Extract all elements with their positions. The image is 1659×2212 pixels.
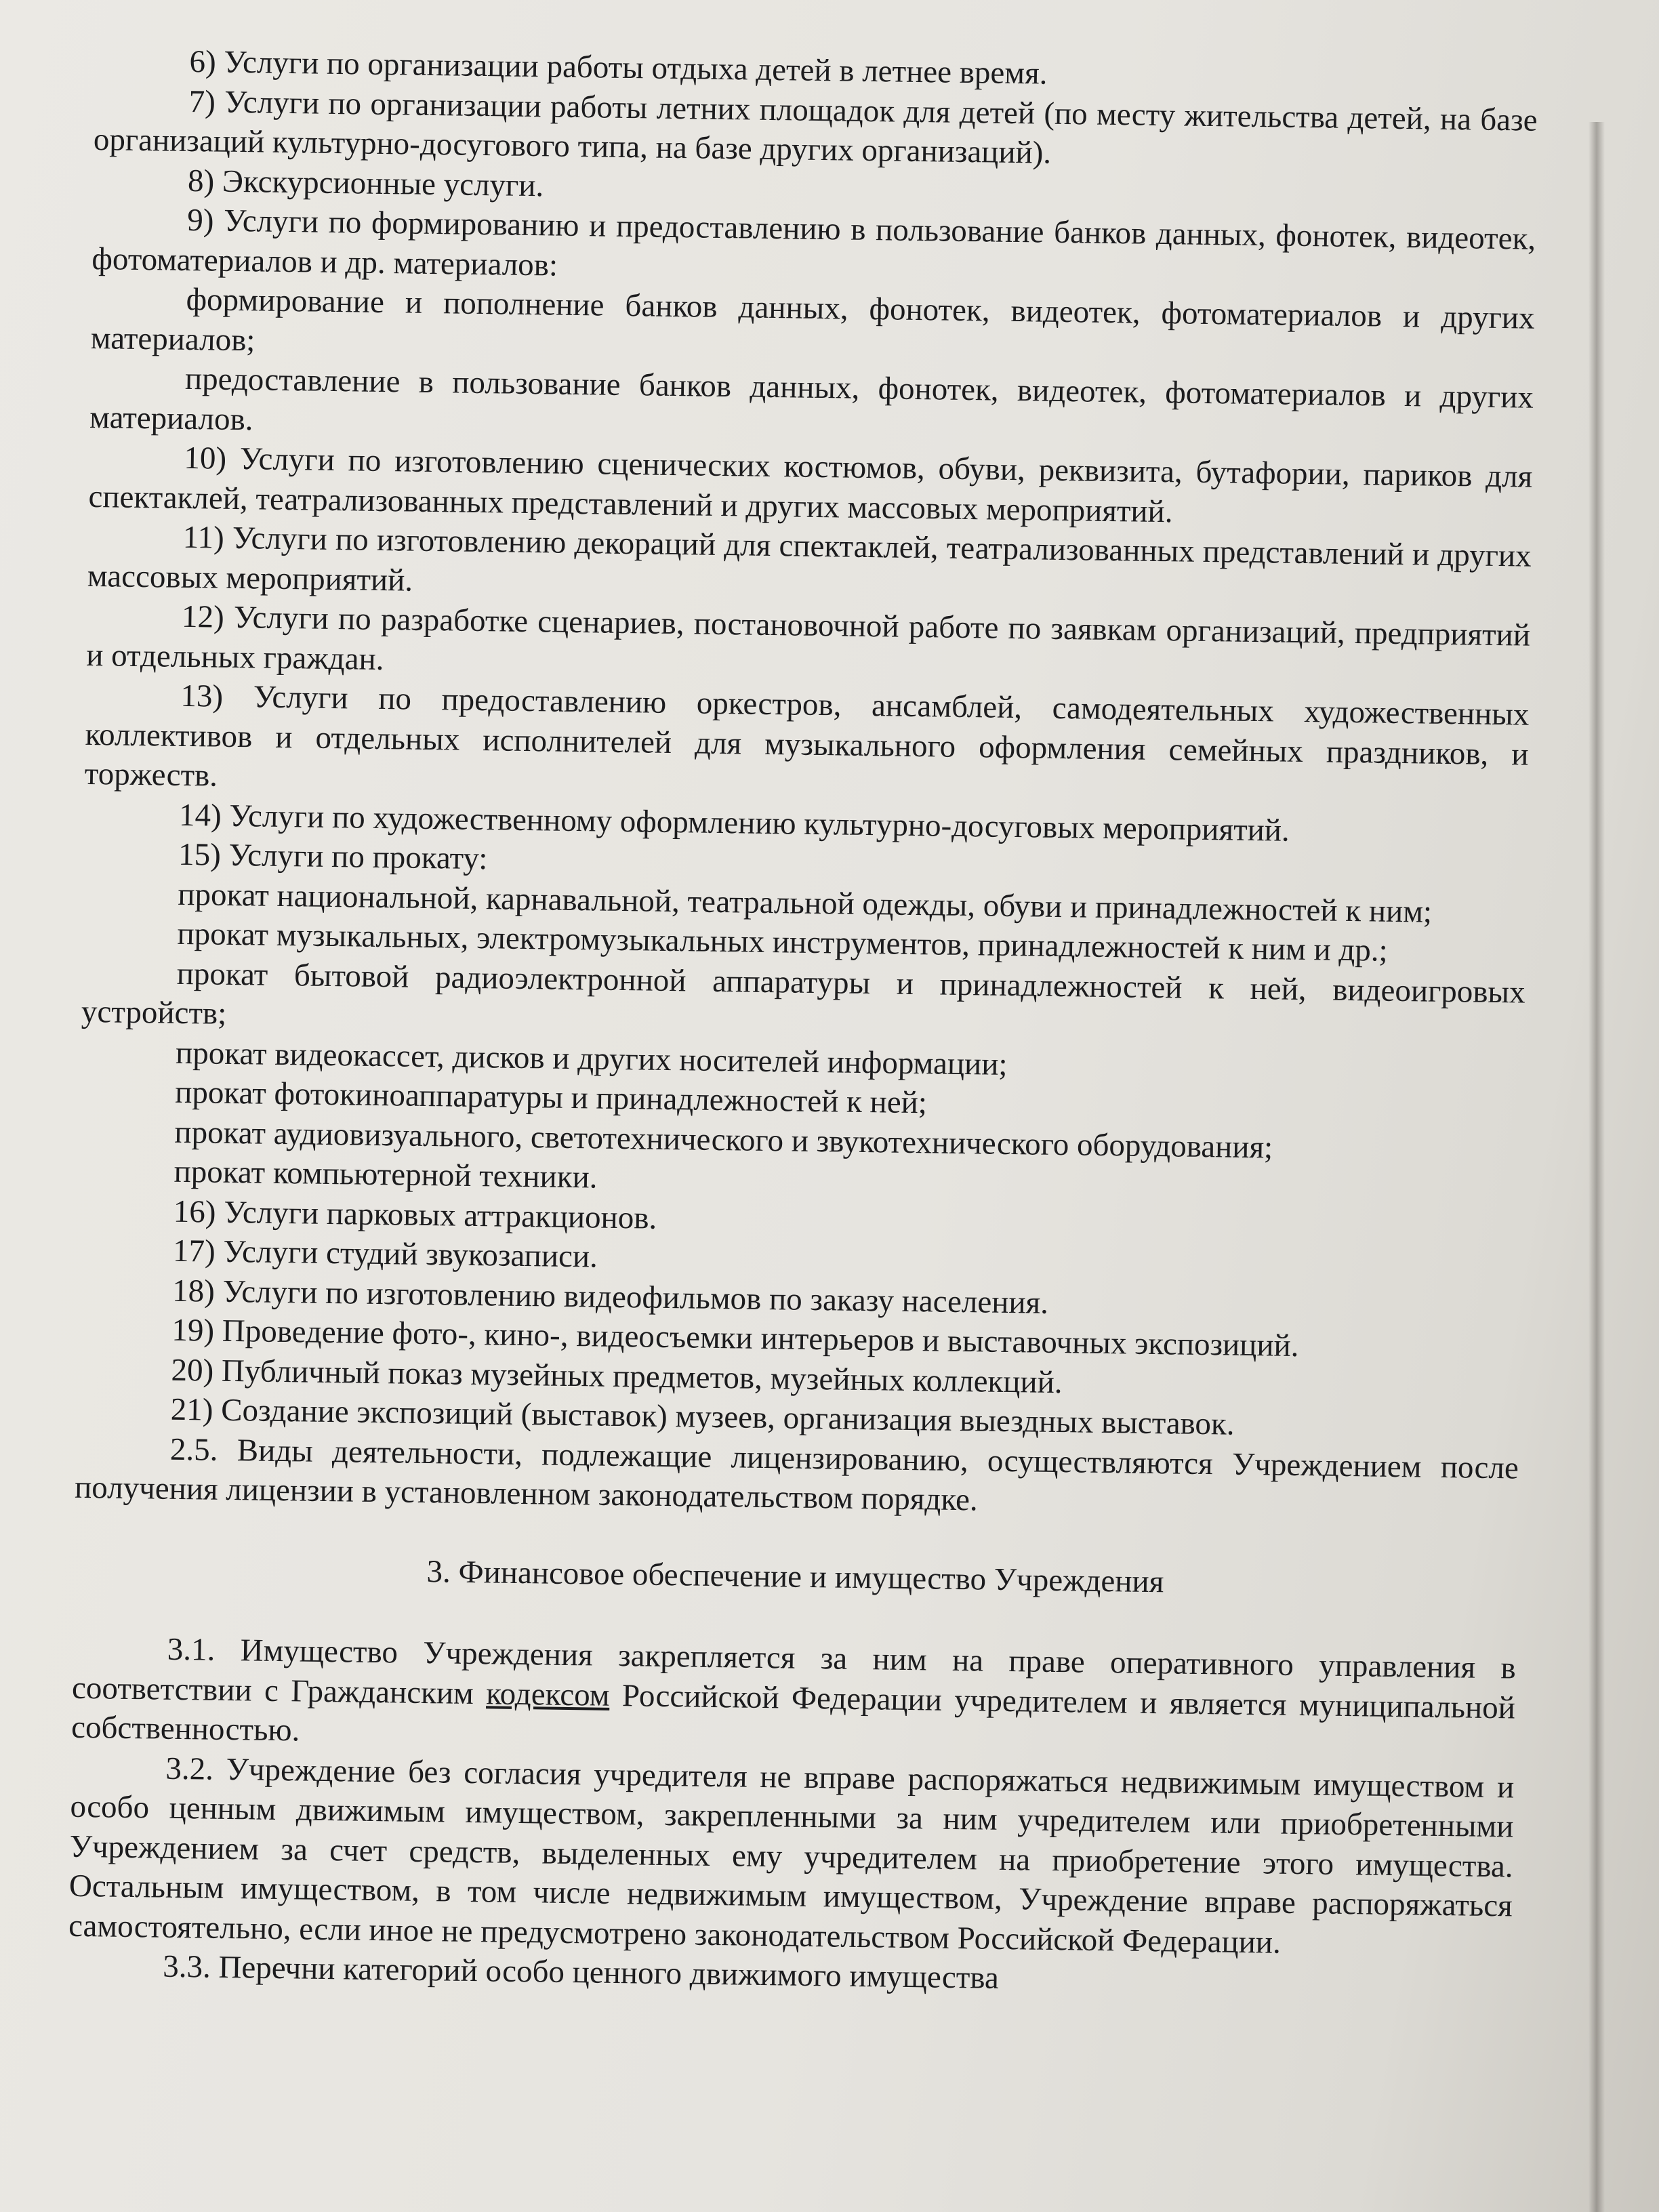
- codex-link[interactable]: кодексом: [485, 1675, 610, 1713]
- paragraph: прокат видеокассет, дисков и других носителей информации;: [175, 1035, 1008, 1082]
- service-list: [75, 41, 1538, 1528]
- paragraph: прокат фотокиноаппаратуры и принадлежностей к ней;: [174, 1074, 928, 1121]
- paragraph: прокат национальной, карнавальной, театральной одежды, обуви и принадлежностей к ним;: [178, 876, 1433, 930]
- paragraph: прокат музыкальных, электромузыкальных инструментов, принадлежностей к ним и др.;: [177, 916, 1389, 968]
- paragraph: 16) Услуги парковых аттракционов.: [173, 1193, 657, 1236]
- paragraph: 10) Услуги по изготовлению сценических костюмов, обуви, реквизита, бутафории, париков для спектаклей, театрализованных представлений и других массовых мероприятий.: [88, 440, 1533, 529]
- paragraph: прокат бытовой радиоэлектронной аппаратуры и принадлежностей к ней, видеоигровых устройств;: [81, 956, 1525, 1031]
- section-heading: 3. Финансовое обеспечение и имущество Учреждения: [426, 1553, 1164, 1599]
- paragraph: 6) Услуги по организации работы отдыха детей в летнее время.: [189, 43, 1048, 91]
- paragraph: 13) Услуги по предоставлению оркестров, ансамблей, самодеятельных художественных коллективов и отдельных исполнителей для музыкального оформления семейных праздников, и торжеств.: [84, 678, 1530, 794]
- paragraph-3-1: [71, 1629, 1516, 1767]
- paragraph: формирование и пополнение банков данных, фонотек, видеотек, фотоматериалов и других материалов;: [90, 281, 1535, 358]
- paragraph: 15) Услуги по прокату:: [178, 836, 488, 877]
- page-fold-shadow: [1589, 122, 1605, 2212]
- paragraph: 9) Услуги по формированию и предоставлению в пользование банков данных, фонотек, видеотек, фотоматериалов и др. материалов:: [91, 202, 1536, 283]
- paragraph: 11) Услуги по изготовлению декораций для спектаклей, театрализованных представлений и других массовых мероприятий.: [87, 519, 1532, 598]
- paragraph: 2.5. Виды деятельности, подлежащие лицензированию, осуществляются Учреждением после получения лицензии в установленном законодательством порядке.: [74, 1431, 1519, 1518]
- paragraph: 21) Создание экспозиций (выставок) музеев, организация выездных выставок.: [170, 1391, 1235, 1442]
- paragraph: 14) Услуги по художественному оформлению культурно-досуговых мероприятий.: [178, 797, 1290, 848]
- paragraph-3-1-text: 3.1. Имущество Учреждения закрепляется за ним на праве оперативного управления в соответствии с Гражданским: [71, 1631, 1517, 1711]
- paragraph: 19) Проведение фото-, кино-, видеосъемки интерьеров и выставочных экспозиций.: [171, 1312, 1299, 1364]
- paragraph: прокат компьютерной техники.: [173, 1153, 598, 1195]
- paragraph: 20) Публичный показ музейных предметов, музейных коллекций.: [171, 1352, 1063, 1400]
- document-body: [68, 41, 1538, 2005]
- paragraph: 12) Услуги по разработке сценариев, постановочной работе по заявкам организаций, предприятий и отдельных граждан.: [85, 598, 1531, 677]
- paragraph: 8) Экскурсионные услуги.: [187, 163, 544, 203]
- paragraph-3-3-partial: 3.3. Перечни категорий особо ценного движимого имущества: [162, 1948, 1000, 1996]
- paragraph: предоставление в пользование банков данных, фонотек, видеотек, фотоматериалов и других материалов.: [89, 361, 1534, 437]
- paragraph: прокат аудиовизуального, светотехнического и звукотехнического оборудования;: [174, 1114, 1273, 1165]
- paragraph: 7) Услуги по организации работы летних площадок для детей (по месту жительства детей, на базе организаций культурно-досугового типа, на базе других организаций).: [93, 83, 1538, 171]
- paragraph-3-2: 3.2. Учреждение без согласия учредителя не вправе распоряжаться недвижимым имуществом и особо ценным движимым имуществом, закрепленными за ним учредителем или приобретенными Учреждением за счет средств, выделенных ему учредителем на приобретение этого имущества. Остальным имуществом, в том числе недвижимым имуществом, Учреждение вправе распоряжаться самостоятельно, если иное не предусмотрено законодательством Российской Федерации.: [68, 1750, 1515, 1961]
- paragraph-3-1-text-end: Российской Федерации учредителем и является муниципальной собственностью.: [70, 1677, 1516, 1748]
- paragraph: 18) Услуги по изготовлению видеофильмов по заказу населения.: [171, 1273, 1049, 1321]
- paragraph: 17) Услуги студий звукозаписи.: [172, 1233, 598, 1275]
